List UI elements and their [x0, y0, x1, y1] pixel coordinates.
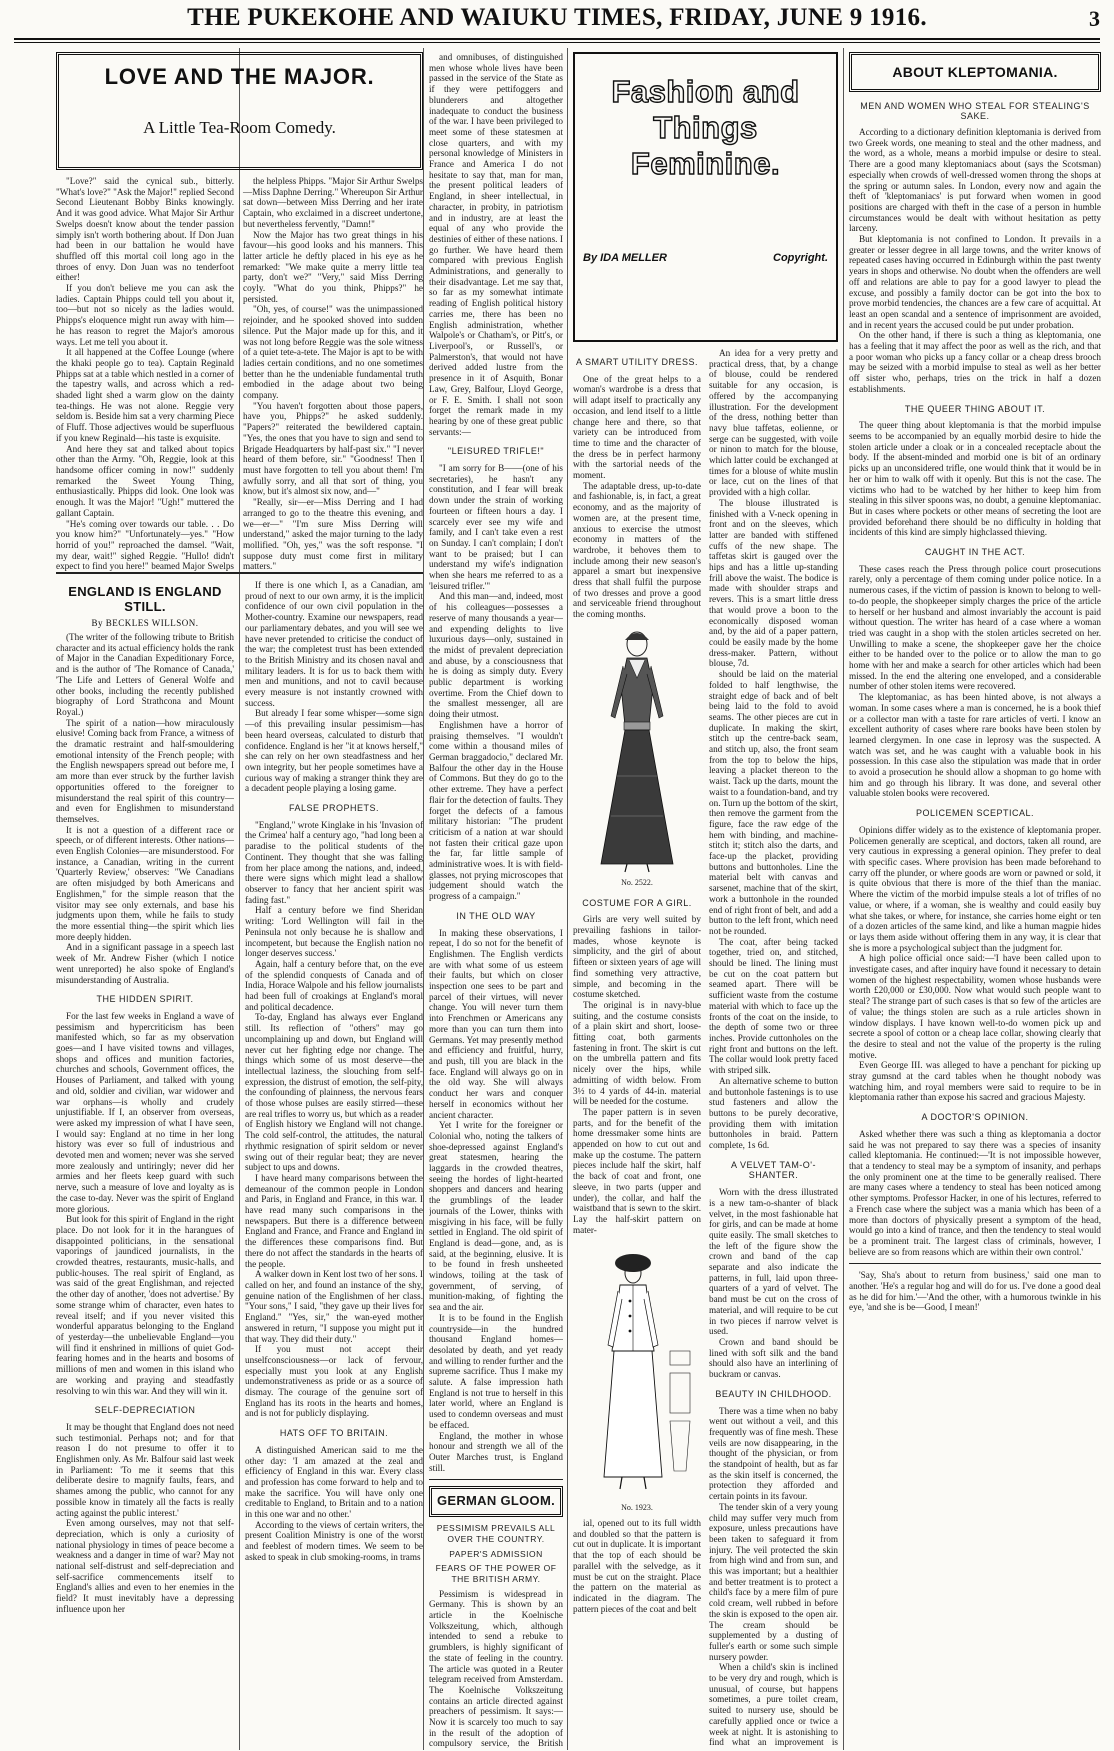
paragraph: Opinions differ widely as to the existence of kleptomania proper. Policemen generally are sceptical, and doctors, taken all round, are very cautious in expressing a general opinion. They prefer to deal with specific cases. Where provision has been made beforehand to carry off the plunder, or where goods are worn or pawned or sold, it is quite obvious that there is more of the thief than the maniac. Where the victim of the morbid impulse steals a lot of trifles of no value, or where, if a woman, she is wealthy and could easily buy what she takes, or where, for instance, she carries home eight or ten of a dozen articles of the same kind, and like a human magpie hides or lays them aside without offering them in any way, it is clear that she is more a psychological subject than the judgment for. [849, 824, 1101, 953]
paragraph: should be laid on the material folded to half lengthwise, the straight edge of back and of belt being laid to the fold to avoid seams. The other pieces are cut in duplicate. In making the skirt, stitch up the centre-back seam, and stitch up, also, the front seam from the top to below the hips, leaving a placket thereon to the waist. Tack up the darts, mount the waist to a foundation-band, and try on. Turn up the bottom of the skirt, then remove the garment from the figure, face the raw edge of the hem with binding, and machine-stitch it; stitch also the darts, and face-up the placket, providing buttons and buttonholes. Line the material belt with canvas and sarsenet, machine that of the skirt, work a buttonhole in the rounded end of right front of belt, and add a button to the left front, which need not be rounded. [709, 669, 838, 936]
paragraph: If you don't believe me you can ask the ladies. Captain Phipps could tell you about it, too—but not so nicely as the ladies would. Phipps's eloquence might run away with him—he has reason to regret the Major's amorous ways. Let me tell you about it. [56, 283, 234, 347]
paragraph: Worn with the dress illustrated is a new tam-o-shanter of black velvet, in the most fashionable hat for girls, and can be made at home quite easily. The small sketches to the left of the figure show the crown and band of the cap separate and also indicate the patterns, in full, laid upon three-quarters of a yard of velvet. The band must be cut on the cross of material, and will require to be cut in two pieces if narrow velvet is used. [709, 1187, 838, 1337]
section-heading: THE QUEER THING ABOUT IT. [904, 403, 1046, 414]
paragraph: According to a dictionary definition kleptomania is derived from two Greek words, one meaning to steal and the other madness, and the word, as a whole, means a morbid impulse or desire to steal. There are a good many kleptomaniacs about (says the Scotsman) especially when crowds of well-dressed women throng the shops at the spring or autumn sales. In London, every now and again the theft of 'kleptomaniacs' is put forward when women in good positions are charged with theft in the case of a person in humble circumstances would be dealt with without hesitation as petty larceny. [849, 127, 1101, 234]
paragraph: A distinguished American said to me the other day: 'I am amazed at the zeal and efficiency of England in this war. Every class and profession has come forward to help and to make the sacrifice. You will have only one creditable to England, to Britain and to a nation in this one war and no other.' [245, 1444, 423, 1520]
article-kleptomania [849, 52, 1101, 1748]
paragraph: If there is one which I, as a Canadian, am proud of next to our own army, it is the implicit confidence of our own civil population in the Mother-country. Examine our newspapers, read our parliamentary debates, and you will see we have never pretended to criticise the conduct of the war; the completest trust has been extended to the British Ministry and its chosen naval and military leaders. It is for us to back them with men and munitions, and not to cavil because every measure is not instantly crowned with success. [245, 580, 423, 708]
subheading: MEN AND WOMEN WHO STEAL FOR STEALING'S SAKE. [860, 101, 1090, 121]
paragraph: If you must not accept their unselfconsciousness—or lack of fervour, especially must you look at any English undemonstrativeness as pride or as a source of dismay. The courage of the genuine sort of England has its roots in the hearts and homes, and is not for publicly displaying. [245, 1344, 423, 1419]
paragraph: Now the Major has two great things in his favour—his good looks and his manners. This latter article he deftly placed in his eye as he remarked: "We make quite a merry little tea party, don't we?" "Very," said Miss Derring coyly. "What do you think, Phipps?" he persisted. [243, 229, 423, 304]
article-england-still [56, 580, 234, 1748]
paragraph: And this man—and, indeed, most of his colleagues—possesses a reserve of many thousands a year—and expending delights to live luxurious days—only, sustained in the midst of prevalent depreciation and abuse, by a consciousness that he is doing as simply duty. Every public department is working overtime. From the Chief down to the smallest messenger, all are doing their utmost. [429, 591, 563, 720]
masthead [0, 0, 1114, 42]
section-heading: HATS OFF TO BRITAIN. [279, 1428, 389, 1439]
paragraph: It all happened at the Coffee Lounge (where the khaki people go to tea). Captain Reginald Phipps sat at a table which nestled in a corner of the tapestry walls, and across which a red-shaded light shed a warm glow on the dainty tea-things. He was not alone. Reggie very seldom is. Beside him sat a very charming Piece of Fluff. Those adjectives would be superfluous if you knew Reginald—his taste is exquisite. [56, 347, 234, 443]
text-column [573, 348, 701, 1748]
paragraph: In making these observations, I repeat, I do so not for the benefit of Englishmen. The English verdicts are with what some of us esteem their faults, but which on closer inspection one sees to be part and parcel of their virtues, will never change. You will never turn them into Frenchmen or Americans any more than you can turn them into Germans. Yet may presently method and efficiency and fruitful, hurry, and push, till you are black in the face. England will always go on in the old way. She will always conduct her wars and conquer herself in economics without her ancient character. [429, 927, 563, 1120]
section-heading: A SMART UTILITY DRESS. [575, 357, 699, 367]
fashion-byline [583, 252, 828, 264]
section-heading: "LEISURED TRIFLE!" [447, 446, 545, 457]
paragraph: "You haven't forgotten about those papers, have you, Phipps?" he asked suddenly. "Papers?" reiterated the bewildered captain. "Yes, the ones that you have to sign and send to Brigade Headquarters by half-past six." "I never heard of them before, sir." "Goodness! Then I must have forgotten to tell you about them! I'm awfully sorry, and all that sort of thing, you know, but it's almost six now, and—" [243, 400, 423, 497]
paragraph: It is not a question of a different race or speech, or of different interests. Other nations—even English Colonies—are misunderstood. For instance, a Canadian, writing in the current 'Quarterly Review,' observes: "We Canadians are often misjudged by both Americans and Englishmen," for the simple reason that the visitor may see only externals, and base his judgments upon them, while he fails to study the more essential thing—the spirit which lies more deeply hidden. [56, 824, 234, 942]
paragraph: On the other hand, if there is such a thing as kleptomania, one has a feeling that it may affect the poor as well as the rich, and that a poor woman who picks up a fancy collar or a cheap dress brooch may be seized with a morbid impulse to steal as well as her better off sister who, perhaps, tries on the trick in half a dozen establishments. [849, 330, 1101, 394]
section-heading: A VELVET TAM-O'-SHANTER. [730, 1159, 817, 1181]
section-heading: IN THE OLD WAY [456, 910, 536, 921]
paragraph: An alternative scheme to button and buttonhole fastenings is to use stud fasteners and allow the buttons to be purely decorative, providing them with imitation buttonholes in braid. Pattern complete, 1s 6d. [709, 1075, 838, 1151]
text-column [709, 348, 838, 1748]
paragraph: The paper pattern is in seven parts, and for the benefit of the home dressmaker some hints are appended on how to cut out and make up the costume. The pattern pieces include half the skirt, half the back of coat and front, one sleeve, in two parts (upper and under), the collar, and half the waistband that is sewn to the skirt. Lay the half-skirt pattern on mater- [573, 1106, 701, 1235]
author: By IDA MELLER [583, 252, 667, 264]
paragraph: The coat, after being tacked together, tried on, and stitched, should be lined. The lining must be cut on the coat pattern but seamed apart. There will be sufficient waste from the costume material with which to face up the fronts of the coat on the inside, to the depth of some two or three inches. Provide cuttonholes on the right front and buttons on the left. The collar would look pretty faced with striped silk. [709, 936, 838, 1076]
paragraph: ial, opened out to its full width and doubled so that the pattern is cut out in duplicate. It is important that the top of each should be parallel with the selvedge, as it must be cut on the straight. Place the pattern on the material as indicated in the diagram. The pattern pieces of the coat and belt [573, 1518, 701, 1614]
paragraph: And here they sat and talked about topics other than the Army. "Oh, Reggie, look at this handsome officer coming in now!" suddenly remarked the Sweet Young Thing, enthusiastically. Phipps did look. One look was enough. It was the Major! "Ugh!" muttered the gallant Captain. [56, 443, 234, 518]
figure-caption: No. 1923. [621, 1503, 653, 1513]
subheading: FEARS OF THE POWER OF THE BRITISH ARMY. [435, 1563, 557, 1584]
section-rule [56, 572, 423, 574]
paragraph: But already I fear some whisper—some sign—of this prevailing insular pessimism—has been heard overseas, calculated to disturb that confidence. England is her "it at knows herself," she can rely on her own steadfastness and her own integrity, but her people sometimes have a curious way of making a stranger think they are a decadent people playing a losing game. [245, 708, 423, 794]
article-fashion [573, 52, 838, 1748]
paragraph: But look for this spirit of England in the right place. Do not look for it in the harangues of disappointed politicians, in the sensational vaporings of jaundiced journalists, in the crowded theatres, restaurants, music-halls, and public-houses. The real spirit of England, as was said of the great Englishman, and rejected the other day of another, 'does not advertise.' By some strange whim of character, even hates to reveal itself; and if you never visited this wonderful apparatus belonging to the England of yesterday—the unbelievable England—you will find it enshrined in millions of quiet God-fearing homes and in the hearts and bosoms of millions of men and women in this island who are working and praying and steadfastly resolving to win this war. And they will win it. [56, 1214, 234, 1396]
paragraph: According to the views of certain writers, the present Coalition Ministry is one of the worst and feeblest of modern times. We seem to be asked to speak in club smoking-rooms, in trams [245, 1519, 423, 1562]
paragraph: There was a time when no baby went out without a veil, and this frequently was of fine mesh. These veils are now disappearing, in the thought of the physician, or from the standpoint of health, but as far as the skin itself is concerned, the protection they afforded and certain points in its favour. [709, 1405, 838, 1502]
section-heading: POLICEMEN SCEPTICAL. [915, 808, 1035, 819]
article-title: Fashion and Things Feminine. [611, 74, 800, 181]
dress-illustration [587, 626, 687, 876]
section-heading: FALSE PROPHETS. [288, 803, 380, 814]
girl-costume-illustration [578, 1241, 696, 1501]
paragraph: "Oh, yes, of course!" was the unimpassioned rejoinder, and he spooked shoved into sudden silence. Put the Major made up for this, and it was not long before Reggie was the sole witness of a quiet tete-a-tete. The Major is apt to be with ladies certain conditions, and no one sometimes better than he the undeniable fundamental truth embodied in the adage about two being company. [243, 304, 423, 401]
article-england-still-continued [245, 580, 423, 1748]
section-heading: A DOCTOR'S OPINION. [921, 1112, 1029, 1123]
paragraph: Even among ourselves, may not that self-depreciation, which is only a curiosity of national physiology in times of peace become a weakness and a danger in time of war? May not national self-distrust and self-depreciation and self-sacrifice commencements itself to England's allies and even to her enemies in the field? It must inevitably have a depressing influence upon her [56, 1518, 234, 1614]
paragraph: Englishmen have a horror of praising themselves. "I wouldn't come within a thousand miles of German braggadocio," declared Mr. Balfour the other day in the House of Commons. But they do go to the other extreme. They have a perfect flair for the detection of faults. They forget the defects of a famous military historian: "The prudent criticism of a nation at war should not fasten their critical gaze upon the far, far little sample of administrative woes. It is with field-glasses, not prying microscopes that judgement should watch the progress of a campaign." [429, 719, 563, 902]
paragraph: The adaptable dress, up-to-date and fashionable, is, in fact, a great economy, and as the majority of women are, at the present time, anxious to exercise the utmost economy in matters of the wardrobe, it behoves them to include among their new season's apparel a smart but inexpensive dress that shall fulfil the purpose of two dresses and prove a good and serviceable friend throughout the coming months. [573, 480, 701, 620]
paragraph: The spirit of a nation—how miraculously elusive! Coming back from France, a witness of the dramatic restraint and half-smouldering emotional intensity of the French people; with the English newspapers spread out before me, I am more than ever struck by the further lavish opportunities offered to the foreigner to misunderstand the real spirit of this country—and even for Englishmen to misunderstand themselves. [56, 717, 234, 824]
paragraph: A high police official once said:—'I have been called upon to investigate cases, and after inquiry have found it necessary to detain women of the highest respectability, women whose husbands were worth £20,000 or £30,000. Now what would such people want to steal? The strange part of such cases is that so few of the articles are of value; the things stolen are such as a rule articles shown in window displays. I have known well-to-do women pick up and secrete a spool of cotton or a cheap lace collar, showing clearly that the desire to steal and not the value of the property is the ruling motive. [849, 953, 1101, 1060]
paragraph: 'Say, Sha's about to return from business,' said one man to another. 'He's a regular hog and will do for us. I've done a good deal as he did for him.'—'And the other, with a humorous twinkle in his eye, 'and she is be—Good, I mean!' [849, 1270, 1101, 1313]
newspaper-title: THE PUKEKOHE AND WAIUKU TIMES, FRIDAY, JUNE 9 1916. [187, 4, 927, 31]
dress-figure-icon [587, 626, 687, 876]
section-heading: SELF-DEPRECIATION [94, 1405, 196, 1416]
paragraph: The tender skin of a very young child may suffer very much from exposure, unless precautions have been taken to safeguard it from injury. The veil protected the skin from high wind and from sun, and this was important; but a healthier and better treatment is to protect a child's face by a mere film of pure cold cream, well rubbed in before the skin is exposed to the open air. The cream should be supplemented by a dusting of fuller's earth or some such simple nursery powder. [709, 1501, 838, 1662]
paragraph: Again, half a century before that, on the eve of the splendid conquests of Canada and of India, Horace Walpole and his fellow journalists had been full of croakings at England's moral and political decadence. [245, 958, 423, 1012]
article-subtitle: A Little Tea-Room Comedy. [143, 118, 336, 138]
paragraph: The queer thing about kleptomania is that the morbid impulse seems to be accompanied by an equally morbid desire to hide the stolen article under a cloak or in a concealed receptacle about the body. If the absent-minded and morbid one is bit of an ordinary picks up an unconsidered trifle, one would think that it would be in her or him to walk off with it openly. But this is not the case. The victims who had to be watched by her hither to keep him from stealing in this silver spoons was, no doubt, a genuine kleptomaniac. But in cases where pockets or other means of secreting the loot are provided beforehand there should be no difficulty in holding that incidents of this kind are simply highclassed thieving. [849, 420, 1101, 538]
paragraph: (The writer of the following tribute to British character and its actual efficiency holds the rank of Major in the Canadian Expeditionary Force, and is the author of 'The Romance of Canada,' 'The Life and Letters of General Wolfe and other books, including the recently published biography of Lord Strathcona and Mount Royal.) [56, 632, 234, 717]
paragraph: "England," wrote Kinglake in his 'Invasion of the Crimea' half a century ago, "had long been a paradise to the political students of the Continent. They thought that she was falling from her place among the nations, and, indeed, there were signs which might lead a shallow observer to fancy that her ancient spirit was fading fast." [245, 819, 423, 905]
article-title: GERMAN GLOOM. [436, 1493, 555, 1509]
subheading: PAPER'S ADMISSION [449, 1548, 543, 1559]
subheading: PESSIMISM PREVAILS ALL OVER THE COUNTRY. [436, 1523, 556, 1544]
paragraph: and omnibuses, of distinguished men whose whole lives have been passed in the service of the State as if they were pettifoggers and blunderers and altogether inadequate to conduct the business of the war. I have been privileged to meet some of these statesmen at close quarters, and with my personal knowledge of Ministers in France and America I do not hesitate to say that, man for man, the present political leaders of England, in sheer intellectual, in character, in probity, in patriotism and in industry, are at least the equal of any who provide the destinies of either of these nations. I go further. We have heard them compared with previous English Administrations, and generally to their disadvantage. Let me say that, so far as my somewhat intimate reading of English political history carries me, there has been no English administration, whether Walpole's or Chatham's, or Pitt's, or Liverpool's, or Russell's, or Palmerston's, that would not have derived added lustre from the presence in it of Asquith, Bonar Law, Grey, Balfour, Lloyd George, or F. E. Smith. I shall not soon forget the remark made in my hearing by one of these great public servants:— [429, 52, 563, 437]
paragraph: I have heard many comparisons between the demeanour of the common people in London and Paris, in England and France, in this war. I have read many such comparisons in the newspapers. But there is a difference between England and France, and France and England in the differences these comparisons find. But there do not affect the standards in the hearts of the people. [245, 1172, 423, 1269]
article-title: LOVE AND THE MAJOR. [104, 64, 375, 89]
paragraph: The original is in navy-blue suiting, and the costume consists of a plain skirt and short, loose-fitting coat, both garments fastening in front. The skirt is cut on the umbrella pattern and fits nicely over the hips, while admitting of width below. From 3½ to 4 yards of 44-in. material will be needed for the costume. [573, 999, 701, 1107]
paragraph: Half a century before we find Sheridan writing: 'Lord Wellington will fail in the Peninsula not only because he is shallow and incompetent, but because the English nation no longer deserves success.' [245, 905, 423, 959]
costume-figure-icon [578, 1241, 696, 1501]
column-rule [423, 48, 424, 1750]
column-rule [843, 48, 844, 1750]
paragraph: The kleptomaniac, as has been hinted above, is not always a woman. In some cases where a man is concerned, he is a book thief or a collector man with a taste for rare articles of verti. I know an excellent authority of cases where rare books have been stolen by learned clergymen. In one case in leprosy was the suspected. A watch was set, and he was caught with a valuable book in his possession. In this case also the stipulation was made that in order to avoid a prosecution he should allow a shopman to go home with him and go through his library. It was done, and several other valuable stolen books were recovered. [849, 692, 1101, 799]
paragraph: England, the mother in whose honour and strength we all of the Outer Marches trust, is England still. [429, 1430, 563, 1473]
paragraph: For the last few weeks in England a wave of pessimism and hypercriticism has been manifested which, so far as my observation goes—and I have visited towns and villages, shops and offices and munition factories, churches and schools, Government offices, the Houses of Parliament, and talked with young and old, soldier and civilian, war widower and war orphans—is wholly and crudely unjustifiable. If I, an observer from overseas, were asked my impression of what I have seen, I would say: England at no time in her long history was ever so full of industrious and devoted men and women; never was she served more zealously and untiringly; never did her armies and her fleets keep guard with such nerve, such a measure of love and loyalty as is the case to-day. Never was the spirit of England more glorious. [56, 1010, 234, 1214]
section-heading: THE HIDDEN SPIRIT. [96, 994, 194, 1005]
paragraph: One of the great helps to a woman's wardrobe is a dress that will adapt itself to practically any occasion, and lend itself to a little change here and there, so that variety can be introduced from time to time and the character of the dress be in perfect harmony with the sartorial needs of the moment. [573, 373, 701, 481]
paragraph: Crown and band should be lined with soft silk and the band should also have an interlining of buckram or canvas. [709, 1336, 838, 1380]
paragraph: "I am sorry for B——(one of his secretaries), he hasn't any constitution, and I fear will break down under the strain of working fourteen or fifteen hours a day. I scarcely ever see my wife and family, and I can't take even a rest on Sunday. I can't complain; I don't want to be praised; but I can understand my wife's indignation when she hears me referred to as a 'leisured trifler.'" [429, 463, 563, 591]
headline-box [849, 52, 1101, 92]
paragraph: The blouse illustrated is finished with a V-neck opening in front and on the sleeves, which latter are banded with stiffened cuffs of the new shape. The taffetas skirt is gauged over the hips and has a little up-standing frill above the waist. The bodice is made with shoulder straps and revers. This is a smart little dress that would prove a boon to the economically disposed woman and, by the aid of a paper pattern, could be easily made by the home dress-maker. Pattern, without blouse, 7d. [709, 497, 838, 669]
paragraph: the helpless Phipps. "Major Sir Arthur Swelps—Miss Daphne Derring." Whereupon Sir Arthur sat down—between Miss Derring and her irate Captain, who exclaimed in a discreet undertone, but nevertheless fervently, "Damn!" [243, 176, 423, 229]
paragraph: Even George III. was alleged to have a penchant for picking up stray gumsnd at the card tables when he thought nobody was watching him, and royal members were said to require to be in kleptomania rather than expose his sacred and gracious Majesty. [849, 1060, 1101, 1103]
article-love-and-the-major [56, 52, 423, 572]
headline-box [56, 52, 423, 170]
paragraph: "Love?" said the cynical sub., bitterly. "What's love?" "Ask the Major!" replied Second Second Lieutenant Bobby Binks knowingly. And it was good advice. What Major Sir Arthur Swelps doesn't know about the tender passion simply isn't worth bothering about. If Don Juan had been in our battalion he would have shuffled off this mortal coil long ago in the throes of envy. Don Juan was no tenderfoot either! [56, 176, 234, 283]
paragraph: "He's coming over towards our table. . . Do you know him?" "Unfortunately—yes." "How horrid of you!" reproached the damsel. "Wait, my dear, wait!" sighed Reggie. "Hullo! didn't expect to find you here!" beamed Major Swelps [56, 518, 234, 572]
paragraph: When a child's skin is inclined to be very dry and rough, which is unusual, of course, but happens sometimes, a pure toilet cream, suited to nursery use, should be carefully applied once or twice a week at night. It is astonishing to find what an improvement is [709, 1662, 838, 1748]
masthead-rule [14, 38, 1100, 40]
byline: By BECKLES WILLSON. [91, 618, 199, 628]
section-heading: CAUGHT IN THE ACT. [924, 547, 1026, 558]
paragraph: To-day, England has always ever England still. Its reflection of "others" may go uncomplaining up and down, but England will never cut her fighting edge nor change. The things which some of us most deserve—the intellectual laziness, the slouching from self-expression, the distrust of emotion, the self-pity, the confounding of plainness, the nervous fears of those whose pulses are easily stirred—these are real trifles to worry us, but which as a reader of English history we England will not change. The cold self-control, the attitudes, the natural rhythmic resignation of spirit seldom or never swing out of their regular beat; they are never subject to ups and downs. [245, 1012, 423, 1173]
copyright: Copyright. [773, 252, 828, 264]
paragraph: And in a significant passage in a speech last week of Mr. Andrew Fisher (which I notice went unreported) he also spoke of England's misunderstanding of Australia. [56, 942, 234, 985]
paragraph: Pessimism is widespread in Germany. This is shown by an article in the Koelnische Volkszeitung, which, although intended to send a rebuke to grumblers, is highly significant of the state of feeling in the country. The article was quoted in a Reuter telegram received from Amsterdam. The Koelnische Volkszeitung contains an article directed against preachers of pessimism. It says:— Now it is scarcely too much to say in the result of the adoption of compulsory service, the British [429, 1588, 563, 1748]
paragraph: "Really, sir—er—Miss Derring and I had arranged to go to the theatre this evening, and we—er—" "I'm sure Miss Derring will understand," asked the major turning to the lady mollified. "Oh, yes," was the soft response. "I suppose duty must come first in military matters." [243, 497, 423, 572]
text-column [243, 176, 423, 572]
headline-box [429, 1486, 563, 1517]
paragraph: An idea for a very pretty and practical dress, that, by a change of blouse, could be rendered suitable for any occasion, is offered by the accompanying illustration. For the development of the dress, nothing better than navy blue taffetas, eolienne, or serge can be suggested, with voile or ninon to match for the blouse, which latter could be exchanged at times for a blouse of white muslin or lace, cut on the lines of that provided with a high collar. [709, 348, 838, 498]
paragraph: Asked whether there was such a thing as kleptomania a doctor said he was not prepared to say there was a species of insanity called kleptomania. He continued:—'It is not impossible however, that a tendency to steal may be a symptom of insanity, and perhaps the only prominent one at the time to be generally realised. There are many cases where a tendency to steal has been noticed among other symptoms. Professor Hacker, in one of his lectures, referred to a French case where the subject was a mania which has been of a more than doctors of physically present a symptom of the head, would go into a kind of trance, and then the tendency to steal would be a prominent trait. The largest class of criminals, however, I believe are so from reasons which are within their own control.' [849, 1128, 1101, 1257]
text-column [56, 176, 234, 572]
article-title: ENGLAND IS ENGLAND STILL. [68, 584, 222, 614]
section-heading: COSTUME FOR A GIRL. [582, 897, 692, 908]
paragraph: These cases reach the Press through police court prosecutions rarely, only a percentage of them coming under police notice. In a numerous cases, if the victim of passion is known to belong to well-to-do people, the shopkeeper simply charges the price of the article to herself or her husband and almost invariably the account is paid without question. The writer has heard of a case where a woman tried was caught in a shop with the stolen articles secreted on her. Unwilling to make a scene, the shopkeeper gave her the choice either to be handed over to the police or to allow the man to go home with her and make a search for other articles which had been missed. In the end the altering one enveloped, and a considerable number of other stolen items were recovered. [849, 563, 1101, 692]
section-heading: BEAUTY IN CHILDHOOD. [715, 1388, 832, 1399]
page-number: 3 [1089, 6, 1100, 31]
paragraph: A walker down in Kent lost two of her sons. I called on her, and found an instance of the shy, genuine nation of the Englishmen of her class. "Your sons," I said, "they gave up their lives for England." "Yes, sir," the wan-eyed mother answered in return, "I suppose you might put it that way. They did their duty." [245, 1269, 423, 1344]
paragraph: It is to be found in the English countryside—in the hundred thousand England homes—desolated by death, and yet ready and willing to render further and the supreme sacrifice. Thus I make my salute. A false impression hath England is not true to herself in this later world, where an England is used to condemn overseas and must be effaced. [429, 1312, 563, 1430]
paragraph: Girls are very well suited by prevailing fashions in tailor-mades, whose keynote is simplicity, and the girl of about fifteen or sixteen years of age will find something very attractive, simple, and becoming in the costume sketched. [573, 914, 701, 1000]
masthead-rule-thin [14, 42, 1100, 43]
paragraph: But kleptomania is not confined to London. It prevails in a greater or lesser degree in all large towns, and the writer knows of repeated cases having occurred in Edinburgh within the past twenty years in shops and otherwise. No doubt when the offenders are well off and relations are able to pay for a good lawyer to plead the excuse, and possibly a family doctor can be got into the box to prove morbid tendencies, the chances are a few care of acquittal. At least an open scandal and a sentence of imprisonment are avoided, and in recent years the accused could be put under probation. [849, 234, 1101, 330]
article-title: ABOUT KLEPTOMANIA. [892, 64, 1058, 80]
paragraph: Yet I write for the foreigner or Colonial who, noting the talkers of shoe-depressed against England's great statesmen, hearing the laggards in the crowded theatres, seeing the hordes of light-hearted shoppers and dancers and hearing the grumblings of the leader journals of the Lower, thinks with misgiving in his face, will be fully settled in England. The old spirit of England is dead—gone, and, as is said, at the beginning, elusive. It is to be found in fresh unsheeted windows, toiling at the task of government, of serving, of munition-making, of fighting the sea and the air. [429, 1120, 563, 1313]
figure-caption: No. 2522. [621, 877, 653, 887]
fashion-headline-box [573, 52, 838, 342]
column-three [429, 52, 563, 1748]
column-rule [567, 48, 568, 1750]
paragraph: It may be thought that England does not need such testimonial. Perhaps not; and for that reason I do not presume to offer it to Englishmen only. As Mr. Balfour said last week in Parliament: 'To me it seems that this deliberate desire to magnify faults, fears, and shames among the public, who cannot for any possible know in timately all the facts is really acting against the public interest.' [56, 1421, 234, 1518]
